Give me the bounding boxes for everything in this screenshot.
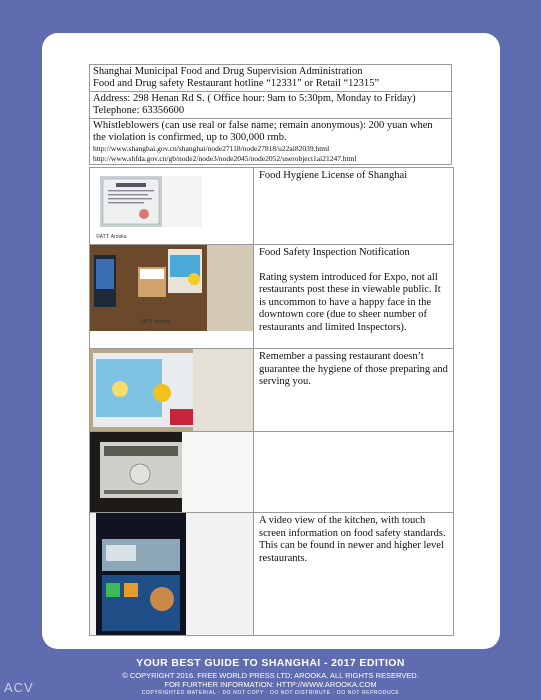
- hotline-text: Food and Drug safety Restaurant hotline “12331” or Retail “12315”: [93, 78, 380, 89]
- text-cell: [254, 245, 454, 349]
- kitchen-video-photo: [90, 513, 253, 635]
- photo-row: [90, 432, 454, 513]
- photo-cell: [90, 513, 254, 636]
- url-link-2[interactable]: http://www.shfda.gov.cn/gb/node2/node3/node2045/node2052/userobject1ai21247.html: [93, 153, 357, 163]
- photo-row: [90, 245, 454, 349]
- license-image: [90, 168, 253, 244]
- notice-board-photo: [90, 432, 253, 512]
- kitchen-video-image: [90, 513, 253, 635]
- photo-row: [90, 168, 454, 245]
- photo-row: [90, 513, 454, 636]
- rating-sign-photo: [90, 349, 253, 431]
- hygiene-warning-text: Remember a passing restaurant doesn’t guarantee the hygiene of those preparing and serving you.: [259, 351, 448, 387]
- address-text: Address: 298 Henan Rd S. ( Office hour: 9am to 5:30pm, Monday to Friday): [93, 93, 416, 104]
- contact-header-cell: [90, 65, 452, 92]
- footer-info-link[interactable]: FOR FURTHER INFORMATION: HTTP://WWW.AROOKA.COM: [164, 680, 377, 689]
- photo-credit: ©ATT: Arooka: [96, 234, 127, 240]
- footer-copyright: © COPYRIGHT 2016. FREE WORLD PRESS LTD; AROOKA. ALL RIGHTS RESERVED.: [122, 671, 419, 680]
- kitchen-video-text: A video view of the kitchen, with touch screen information on food safety standards. This can be found in newer and higher level restaurants.: [259, 515, 446, 564]
- license-photo: [90, 168, 253, 244]
- inspection-title: Food Safety Inspection Notification: [259, 247, 410, 258]
- notice-board-image: [90, 432, 253, 512]
- photo-cell: [90, 168, 254, 245]
- text-cell: [254, 168, 454, 245]
- watermark: ACV: [4, 680, 34, 695]
- admin-name: Shanghai Municipal Food and Drug Supervision Administration: [93, 66, 363, 77]
- whistleblower-cell: [90, 119, 452, 165]
- text-cell: [254, 513, 454, 636]
- whistleblower-text: Whistleblowers (can use real or false name; remain anonymous): 200 yuan when the violation is confirmed, up to 300,000 rmb.: [93, 120, 433, 143]
- contact-info-table: [89, 64, 452, 165]
- photo-cell: [90, 432, 254, 513]
- url-link-1[interactable]: http://www.shanghai.gov.cn/shanghai/node2711​8/node27818/u22ai82039.html: [93, 144, 330, 153]
- footer-notice: COPYRIGHTED MATERIAL · DO NOT COPY · DO NOT DISTRIBUTE · DO NOT REPRODUCE: [141, 690, 400, 696]
- inspection-description: Rating system introduced for Expo, not all restaurants post these in viewable public. It is uncommon to have a happy face in the downtown core (due to sheer number of restaurants and limited Inspectors).: [259, 271, 441, 333]
- inspection-photo: [90, 245, 253, 331]
- telephone-text: Telephone: 63356600: [93, 105, 185, 116]
- text-cell: [254, 349, 454, 432]
- photo-cell: [90, 349, 254, 432]
- footer-title: YOUR BEST GUIDE TO SHANGHAI - 2017 EDITION: [136, 657, 405, 669]
- photo-table: [89, 167, 454, 636]
- photo-cell: [90, 245, 254, 349]
- inspection-image: [90, 245, 253, 331]
- photo-row: [90, 349, 454, 432]
- license-title: Food Hygiene License of Shanghai: [259, 170, 408, 181]
- text-cell: [254, 432, 454, 513]
- photo-credit: ©ATT: Arooka: [140, 319, 171, 325]
- rating-sign-image: [90, 349, 253, 431]
- address-cell: [90, 92, 452, 119]
